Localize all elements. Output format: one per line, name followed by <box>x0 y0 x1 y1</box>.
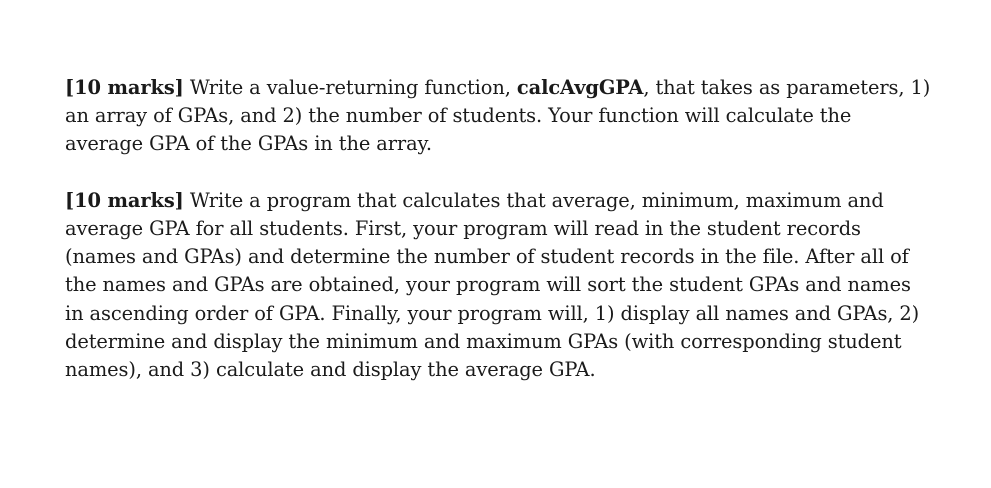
question-1-function-name: calcAvgGPA <box>516 76 644 99</box>
question-1-text-before-function: Write a value-returning function, <box>189 76 511 99</box>
question-1-paragraph <box>65 74 935 159</box>
question-2-paragraph <box>65 187 935 384</box>
question-1-text-after-function: , that takes as parameters, 1) an array of GPAs, and 2) the number of students. Your function will calculate the average GPA of the GPAs in the array. <box>65 76 931 156</box>
question-2-marks: [10 marks] <box>65 188 184 212</box>
document-body <box>65 74 935 384</box>
question-1-marks: [10 marks] <box>65 76 184 99</box>
question-2-text: Write a program that calculates that average, minimum, maximum and average GPA for all students. First, your program will read in the student records (names and GPAs) and determine the number of student records in the file. After all of the names and GPAs are obtained, your program will sort the student GPAs and names in ascending order of GPA. Finally, your program will, 1) display all names and GPAs, 2) determine and display the minimum and maximum GPAs (with corresponding student names), and 3) calculate and display the average GPA. <box>65 188 920 382</box>
